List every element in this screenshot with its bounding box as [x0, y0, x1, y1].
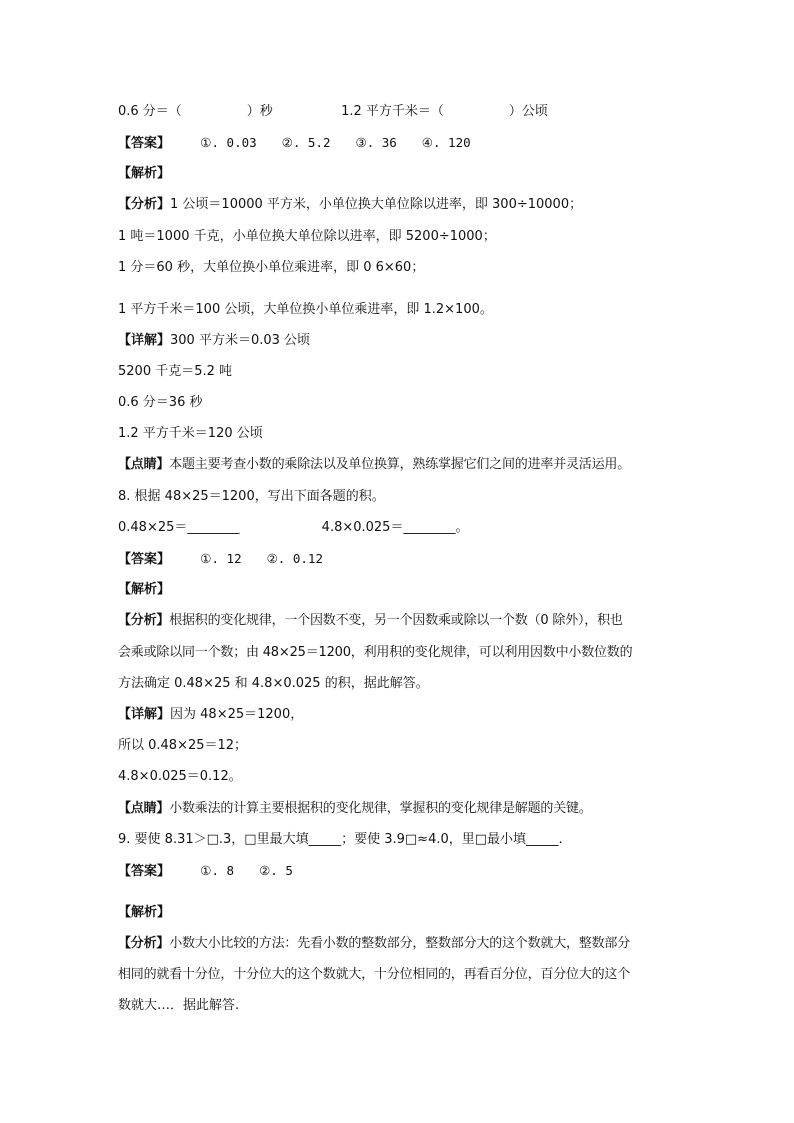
- question-7-conversion-line: [118, 103, 548, 121]
- analysis-line: 相同的就看十分位，十分位大的这个数就大，十分位相同的，再看百分位，百分位大的这个: [118, 967, 631, 982]
- conversion-minutes-to-seconds: 0.6 分＝（ ）秒: [118, 104, 273, 119]
- analysis-line: [118, 612, 623, 630]
- insight-label: 【点睛】: [118, 457, 170, 472]
- analysis-line: 数就大…．据此解答.: [118, 998, 240, 1013]
- insight-line: [118, 456, 630, 474]
- detail-line: 所以 0.48×25＝12；: [118, 738, 248, 753]
- insight-text: 本题主要考查小数的乘除法以及单位换算，熟练掌握它们之间的进率并灵活运用。: [169, 457, 631, 472]
- analysis-text: 小数大小比较的方法：先看小数的整数部分，整数部分大的这个数就大，整数部分: [169, 936, 631, 951]
- answer-row-q9: [118, 862, 293, 881]
- analysis-heading-q8: 【解析】: [118, 582, 171, 597]
- detail-line: 1.2 平方千米＝120 公顷: [118, 426, 263, 441]
- analysis-heading-q9: 【解析】: [118, 905, 171, 920]
- detail-line: 5200 千克＝5.2 吨: [118, 364, 233, 379]
- detail-text: 因为 48×25＝1200，: [170, 707, 304, 722]
- analysis-line: [118, 935, 630, 953]
- analysis-line: 会乘或除以同一个数；由 48×25＝1200，利用积的变化规律，可以利用因数中小数位数的: [118, 645, 633, 660]
- analysis-line: 1 平方千米＝100 公顷，大单位换小单位乘进率，即 1.2×100。: [118, 302, 493, 317]
- detail-text: 300 平方米＝0.03 公顷: [170, 333, 311, 348]
- insight-label: 【点睛】: [118, 801, 170, 816]
- analysis-label: 【分析】: [118, 197, 171, 212]
- blank-product-1: 0.48×25＝________: [118, 520, 240, 535]
- blank-product-2: 4.8×0.025＝________。: [321, 520, 469, 535]
- analysis-line: 1 吨＝1000 千克，小单位换大单位除以进率，即 5200÷1000；: [118, 229, 496, 244]
- detail-line: 4.8×0.025＝0.12。: [118, 769, 242, 784]
- insight-text: 小数乘法的计算主要根据积的变化规律，掌握积的变化规律是解题的关键。: [169, 801, 592, 816]
- answer-label: 【答案】: [118, 552, 171, 567]
- analysis-line: 1 分＝60 秒，大单位换小单位乘进率，即 0 6×60；: [118, 260, 425, 275]
- answer-row-q8: [118, 550, 323, 569]
- analysis-line: [118, 196, 582, 214]
- question-9-title: 9. 要使 8.31＞□.3，□里最大填_____；要使 3.9□≈4.0，里□最小填_____.: [118, 832, 563, 847]
- answer-label: 【答案】: [118, 864, 171, 879]
- answer-row-q7: [118, 134, 471, 153]
- analysis-heading-q7: 【解析】: [118, 166, 171, 181]
- detail-line: [118, 706, 303, 724]
- conversion-sqkm-to-hectares: 1.2 平方千米＝（ ）公顷: [341, 104, 548, 119]
- analysis-text: 根据积的变化规律，一个因数不变，另一个因数乘或除以一个数（0 除外），积也: [169, 613, 623, 628]
- analysis-line: 方法确定 0.48×25 和 4.8×0.025 的积，据此解答。: [118, 676, 429, 691]
- answer-values: ①. 0.03 ②. 5.2 ③. 36 ④. 120: [200, 135, 471, 150]
- answer-label: 【答案】: [118, 136, 171, 151]
- answer-values: ①. 8 ②. 5: [200, 863, 293, 878]
- question-8-title: 8. 根据 48×25＝1200，写出下面各题的积。: [118, 489, 385, 504]
- insight-line: [118, 800, 592, 818]
- detail-label: 【详解】: [118, 707, 171, 722]
- analysis-label: 【分析】: [118, 613, 170, 628]
- analysis-text: 1 公顷＝10000 平方米，小单位换大单位除以进率，即 300÷10000；: [170, 197, 583, 212]
- detail-line: [118, 332, 310, 350]
- analysis-label: 【分析】: [118, 936, 170, 951]
- answer-values: ①. 12 ②. 0.12: [200, 551, 323, 566]
- question-8-blanks: [118, 519, 468, 537]
- detail-label: 【详解】: [118, 333, 171, 348]
- detail-line: 0.6 分＝36 秒: [118, 395, 203, 410]
